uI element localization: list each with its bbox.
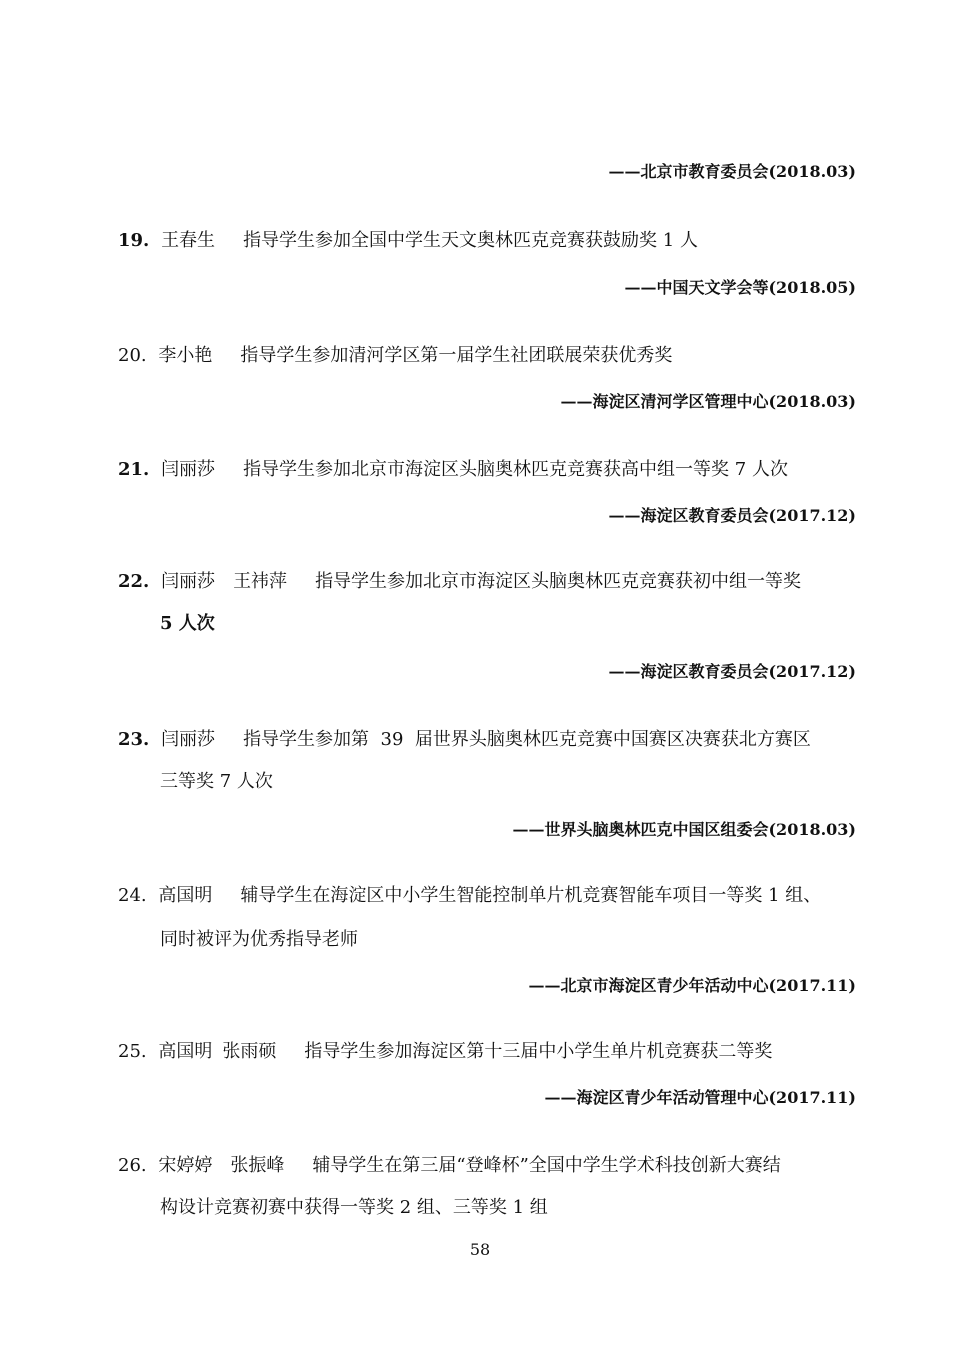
teacher-name: 宋婷婷	[158, 1155, 213, 1176]
source-line: ——中国天文学会等(2018.05)	[624, 278, 856, 297]
list-item	[118, 1154, 781, 1178]
teacher-name: 高国明	[158, 1041, 213, 1062]
award-description-continued: 构设计竞赛初赛中获得一等奖 2 组、三等奖 1 组	[160, 1197, 548, 1218]
item-number: 21.	[118, 459, 150, 480]
award-description: 辅导学生在第三届“登峰杯”全国中学生学术科技创新大赛结	[312, 1155, 781, 1176]
award-description-continued: 同时被评为优秀指导老师	[160, 929, 358, 950]
item-number: 25.	[118, 1041, 147, 1062]
list-item	[118, 1040, 772, 1064]
item-number: 24.	[118, 885, 147, 906]
teacher-name: 闫丽莎	[161, 459, 216, 480]
item-number: 22.	[118, 571, 150, 592]
item-number: 23.	[118, 729, 150, 750]
award-description: 指导学生参加清河学区第一届学生社团联展荣获优秀奖	[240, 345, 673, 366]
source-line: ——北京市海淀区青少年活动中心(2017.11)	[528, 976, 856, 995]
item-number: 20.	[118, 345, 147, 366]
item-number: 26.	[118, 1155, 147, 1176]
list-item	[118, 728, 811, 752]
teacher-name: 张雨硕	[222, 1041, 277, 1062]
source-line: ——海淀区教育委员会(2017.12)	[608, 506, 856, 525]
list-item	[118, 570, 801, 594]
award-description: 指导学生参加海淀区第十三届中小学生单片机竞赛获二等奖	[304, 1041, 773, 1062]
award-description: 指导学生参加北京市海淀区头脑奥林匹克竞赛获初中组一等奖	[315, 571, 802, 592]
award-description: 辅导学生在海淀区中小学生智能控制单片机竞赛智能车项目一等奖 1 组、	[240, 885, 822, 906]
source-line: ——海淀区教育委员会(2017.12)	[608, 662, 856, 681]
teacher-name: 王祎萍	[233, 571, 288, 592]
teacher-name: 闫丽莎	[161, 729, 216, 750]
teacher-name: 高国明	[158, 885, 213, 906]
source-line: ——海淀区清河学区管理中心(2018.03)	[560, 392, 856, 411]
source-line: ——北京市教育委员会(2018.03)	[608, 162, 856, 181]
source-line: ——世界头脑奥林匹克中国区组委会(2018.03)	[512, 820, 856, 839]
award-description: 指导学生参加北京市海淀区头脑奥林匹克竞赛获高中组一等奖 7 人次	[243, 459, 788, 480]
award-description: 指导学生参加全国中学生天文奥林匹克竞赛获鼓励奖 1 人	[243, 230, 698, 251]
teacher-name: 张振峰	[230, 1155, 285, 1176]
teacher-name: 李小艳	[158, 345, 213, 366]
item-number: 19.	[118, 230, 150, 251]
list-item	[118, 229, 698, 253]
list-item	[118, 884, 821, 908]
teacher-name: 闫丽莎	[161, 571, 216, 592]
teacher-name: 王春生	[161, 230, 216, 251]
list-item	[118, 344, 672, 368]
award-description: 指导学生参加第 39 届世界头脑奥林匹克竞赛中国赛区决赛获北方赛区	[243, 729, 811, 750]
award-description-continued: 5 人次	[160, 613, 215, 634]
page-number: 58	[469, 1240, 491, 1259]
award-description-continued: 三等奖 7 人次	[160, 771, 273, 792]
source-line: ——海淀区青少年活动管理中心(2017.11)	[544, 1088, 856, 1107]
list-item	[118, 458, 788, 482]
